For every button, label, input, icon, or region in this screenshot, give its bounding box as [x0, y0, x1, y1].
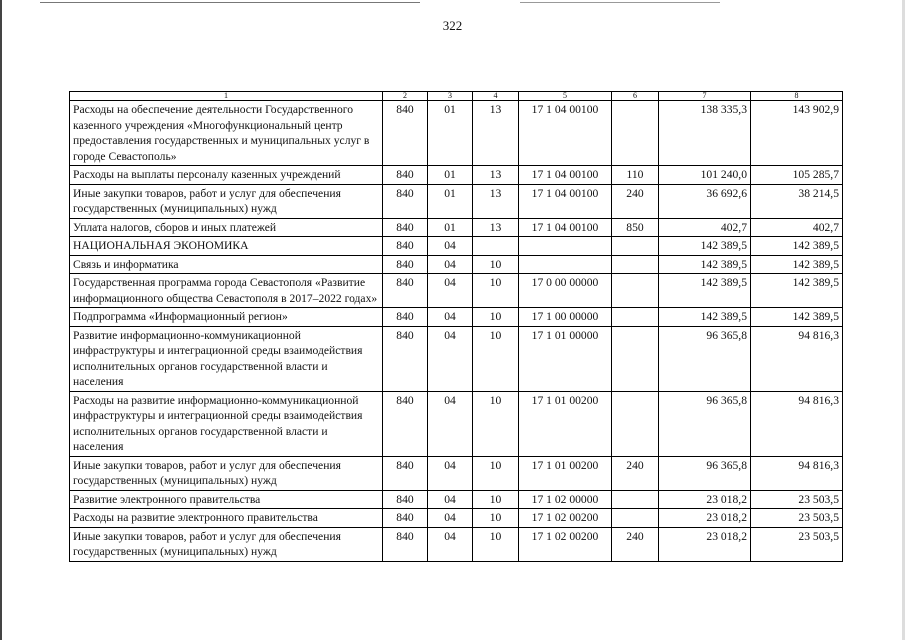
expense-type-cell	[612, 101, 659, 166]
section-cell: 04	[428, 326, 473, 391]
amount-year1-cell: 138 335,3	[659, 101, 751, 166]
target-article-cell: 17 1 04 00100	[519, 184, 612, 218]
amount-year2-cell: 23 503,5	[751, 509, 843, 528]
expense-type-cell	[612, 308, 659, 327]
table-row	[70, 101, 843, 166]
table-row	[70, 255, 843, 274]
admin-code-cell: 840	[383, 184, 428, 218]
amount-year2-cell: 105 285,7	[751, 166, 843, 185]
table-row	[70, 237, 843, 256]
section-cell: 01	[428, 218, 473, 237]
subsection-cell: 13	[473, 101, 519, 166]
scan-artifact-line	[520, 2, 720, 3]
subsection-cell: 13	[473, 166, 519, 185]
table-row	[70, 391, 843, 456]
amount-year2-cell: 142 389,5	[751, 308, 843, 327]
expense-type-cell	[612, 274, 659, 308]
section-cell: 01	[428, 184, 473, 218]
amount-year2-cell: 143 902,9	[751, 101, 843, 166]
admin-code-cell: 840	[383, 326, 428, 391]
column-number-row	[70, 92, 843, 101]
target-article-cell: 17 1 01 00000	[519, 326, 612, 391]
amount-year2-cell: 142 389,5	[751, 274, 843, 308]
expense-name-cell: Связь и информатика	[70, 255, 383, 274]
amount-year1-cell: 402,7	[659, 218, 751, 237]
expense-type-cell	[612, 326, 659, 391]
admin-code-cell: 840	[383, 308, 428, 327]
expense-name-cell: НАЦИОНАЛЬНАЯ ЭКОНОМИКА	[70, 237, 383, 256]
amount-year2-cell: 142 389,5	[751, 255, 843, 274]
table-row	[70, 326, 843, 391]
scan-edge-left	[0, 0, 2, 640]
section-cell: 04	[428, 237, 473, 256]
expense-type-cell: 850	[612, 218, 659, 237]
column-header: 3	[428, 92, 473, 101]
admin-code-cell: 840	[383, 255, 428, 274]
table-row	[70, 308, 843, 327]
admin-code-cell: 840	[383, 527, 428, 561]
section-cell: 04	[428, 391, 473, 456]
section-cell: 01	[428, 166, 473, 185]
subsection-cell: 10	[473, 255, 519, 274]
expense-name-cell: Расходы на обеспечение деятельности Государственного казенного учреждения «Многофункциональный центр предоставления государственных и муниципальных услуг в городе Севастополь»	[70, 101, 383, 166]
section-cell: 01	[428, 101, 473, 166]
expense-type-cell	[612, 509, 659, 528]
column-header: 5	[519, 92, 612, 101]
table-row	[70, 274, 843, 308]
target-article-cell	[519, 255, 612, 274]
column-header: 6	[612, 92, 659, 101]
admin-code-cell: 840	[383, 456, 428, 490]
subsection-cell: 10	[473, 391, 519, 456]
amount-year1-cell: 96 365,8	[659, 391, 751, 456]
amount-year1-cell: 96 365,8	[659, 456, 751, 490]
table-row	[70, 509, 843, 528]
admin-code-cell: 840	[383, 218, 428, 237]
admin-code-cell: 840	[383, 237, 428, 256]
page-number: 322	[442, 18, 463, 33]
amount-year1-cell: 142 389,5	[659, 255, 751, 274]
expense-type-cell	[612, 255, 659, 274]
subsection-cell: 10	[473, 326, 519, 391]
subsection-cell: 10	[473, 527, 519, 561]
target-article-cell: 17 1 02 00000	[519, 490, 612, 509]
expense-type-cell	[612, 237, 659, 256]
expense-name-cell: Иные закупки товаров, работ и услуг для обеспечения государственных (муниципальных) нужд	[70, 527, 383, 561]
subsection-cell: 10	[473, 509, 519, 528]
amount-year1-cell: 142 389,5	[659, 308, 751, 327]
section-cell: 04	[428, 308, 473, 327]
amount-year1-cell: 23 018,2	[659, 490, 751, 509]
column-header: 2	[383, 92, 428, 101]
subsection-cell: 10	[473, 274, 519, 308]
amount-year1-cell: 36 692,6	[659, 184, 751, 218]
admin-code-cell: 840	[383, 166, 428, 185]
section-cell: 04	[428, 255, 473, 274]
subsection-cell: 10	[473, 490, 519, 509]
amount-year1-cell: 142 389,5	[659, 274, 751, 308]
expense-type-cell	[612, 391, 659, 456]
column-header: 1	[70, 92, 383, 101]
expense-name-cell: Уплата налогов, сборов и иных платежей	[70, 218, 383, 237]
expense-type-cell: 240	[612, 184, 659, 218]
target-article-cell: 17 1 02 00200	[519, 527, 612, 561]
section-cell: 04	[428, 490, 473, 509]
target-article-cell: 17 1 01 00200	[519, 391, 612, 456]
amount-year2-cell: 402,7	[751, 218, 843, 237]
target-article-cell: 17 0 00 00000	[519, 274, 612, 308]
expense-type-cell: 240	[612, 527, 659, 561]
expense-name-cell: Развитие электронного правительства	[70, 490, 383, 509]
subsection-cell: 13	[473, 184, 519, 218]
column-header: 4	[473, 92, 519, 101]
amount-year1-cell: 23 018,2	[659, 509, 751, 528]
amount-year2-cell: 38 214,5	[751, 184, 843, 218]
table-row	[70, 490, 843, 509]
amount-year1-cell: 96 365,8	[659, 326, 751, 391]
table-row	[70, 166, 843, 185]
admin-code-cell: 840	[383, 490, 428, 509]
admin-code-cell: 840	[383, 391, 428, 456]
expense-type-cell	[612, 490, 659, 509]
amount-year1-cell: 101 240,0	[659, 166, 751, 185]
budget-table	[69, 91, 843, 562]
expense-name-cell: Расходы на развитие информационно-коммуникационной инфраструктуры и интеграционной среды взаимодействия исполнительных органов государственной власти и населения	[70, 391, 383, 456]
target-article-cell: 17 1 04 00100	[519, 218, 612, 237]
section-cell: 04	[428, 527, 473, 561]
expense-name-cell: Иные закупки товаров, работ и услуг для обеспечения государственных (муниципальных) нужд	[70, 456, 383, 490]
scan-artifact-line	[40, 2, 420, 3]
expense-name-cell: Расходы на развитие электронного правительства	[70, 509, 383, 528]
expense-name-cell: Иные закупки товаров, работ и услуг для обеспечения государственных (муниципальных) нужд	[70, 184, 383, 218]
target-article-cell: 17 1 04 00100	[519, 101, 612, 166]
amount-year2-cell: 142 389,5	[751, 237, 843, 256]
expense-name-cell: Развитие информационно-коммуникационной инфраструктуры и интеграционной среды взаимодействия исполнительных органов государственной власти и населения	[70, 326, 383, 391]
amount-year2-cell: 94 816,3	[751, 456, 843, 490]
target-article-cell: 17 1 00 00000	[519, 308, 612, 327]
table-row	[70, 456, 843, 490]
section-cell: 04	[428, 509, 473, 528]
target-article-cell: 17 1 04 00100	[519, 166, 612, 185]
section-cell: 04	[428, 274, 473, 308]
expense-type-cell: 110	[612, 166, 659, 185]
target-article-cell: 17 1 02 00200	[519, 509, 612, 528]
admin-code-cell: 840	[383, 509, 428, 528]
subsection-cell: 13	[473, 218, 519, 237]
admin-code-cell: 840	[383, 101, 428, 166]
expense-name-cell: Расходы на выплаты персоналу казенных учреждений	[70, 166, 383, 185]
expense-name-cell: Подпрограмма «Информационный регион»	[70, 308, 383, 327]
amount-year2-cell: 94 816,3	[751, 391, 843, 456]
table-row	[70, 184, 843, 218]
table-row	[70, 527, 843, 561]
amount-year2-cell: 94 816,3	[751, 326, 843, 391]
amount-year1-cell: 23 018,2	[659, 527, 751, 561]
table-row	[70, 218, 843, 237]
subsection-cell: 10	[473, 456, 519, 490]
amount-year2-cell: 23 503,5	[751, 527, 843, 561]
column-header: 8	[751, 92, 843, 101]
subsection-cell: 10	[473, 308, 519, 327]
admin-code-cell: 840	[383, 274, 428, 308]
target-article-cell: 17 1 01 00200	[519, 456, 612, 490]
section-cell: 04	[428, 456, 473, 490]
expense-type-cell: 240	[612, 456, 659, 490]
subsection-cell	[473, 237, 519, 256]
amount-year2-cell: 23 503,5	[751, 490, 843, 509]
column-header: 7	[659, 92, 751, 101]
table-body	[70, 101, 843, 562]
target-article-cell	[519, 237, 612, 256]
expense-name-cell: Государственная программа города Севастополя «Развитие информационного общества Севастополя в 2017–2022 годах»	[70, 274, 383, 308]
amount-year1-cell: 142 389,5	[659, 237, 751, 256]
